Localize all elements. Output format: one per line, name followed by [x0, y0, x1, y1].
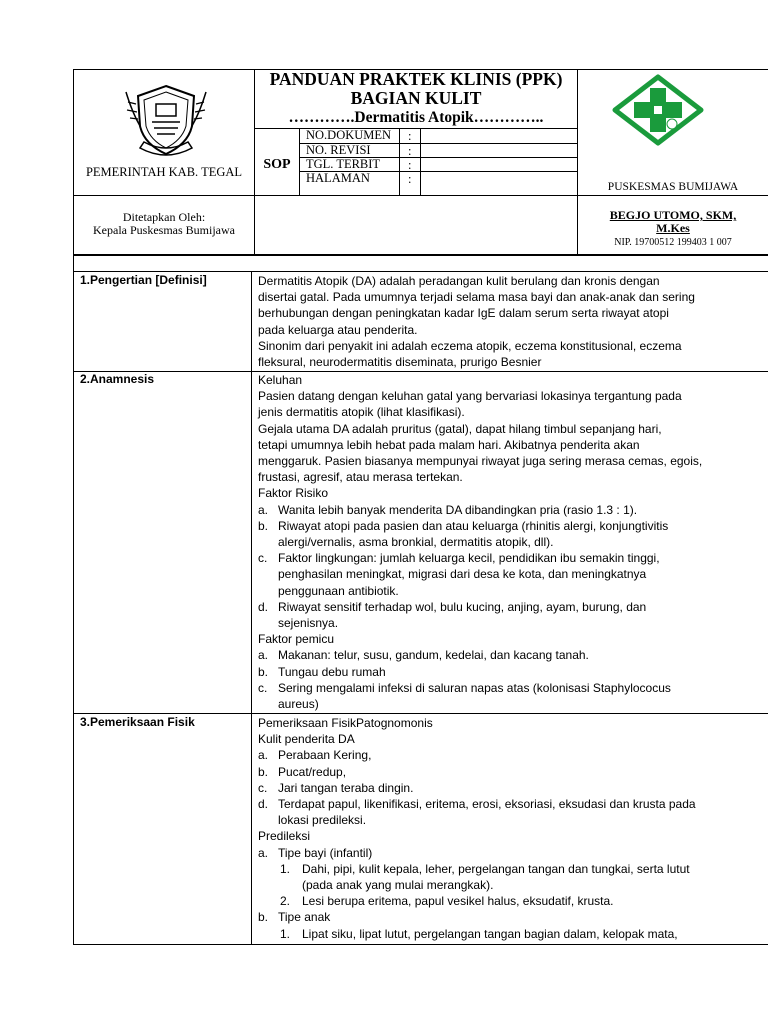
section-content-definisi — [258, 273, 736, 370]
doc-row-sep: : — [408, 172, 412, 186]
title-line-2: BAGIAN KULIT — [350, 88, 482, 108]
left-org-name: PEMERINTAH KAB. TEGAL — [85, 165, 243, 179]
sub-list-item — [258, 926, 736, 942]
list-item — [258, 909, 736, 925]
list-marker: a. — [258, 648, 269, 663]
text-line: Lipat siku, lipat lutut, pergelangan tangan bagian dalam, kelopak mata, — [302, 926, 678, 941]
text-line: sejenisnya. — [278, 616, 339, 631]
title-line-1: PANDUAN PRAKTEK KLINIS (PPK) — [269, 69, 563, 89]
section-label-definisi: 1.Pengertian [Definisi] — [80, 273, 207, 287]
text-line: Jari tangan teraba dingin. — [278, 780, 414, 795]
title-line-3: ………….Dermatitis Atopik………….. — [288, 109, 544, 126]
header-divider — [254, 128, 577, 129]
text-line: Terdapat papul, likenifikasi, eritema, erosi, eksoriasi, eksudasi dan krusta pada — [278, 797, 696, 812]
list-marker: b. — [258, 764, 269, 779]
signature-block — [578, 209, 768, 249]
doc-row-sep: : — [408, 144, 412, 158]
text-line: Wanita lebih banyak menderita DA dibandingkan pria (rasio 1.3 : 1). — [278, 502, 638, 517]
list-marker: d. — [258, 599, 269, 614]
list-item — [258, 796, 736, 828]
regency-emblem-icon — [122, 82, 210, 158]
subheading: Faktor Risiko — [258, 486, 329, 501]
text-line: penggunaan antibiotik. — [278, 583, 399, 598]
subheading: Kulit penderita DA — [258, 732, 355, 747]
text-line: alergi/vernalis, asma bronkial, dermatitis atopik, dll). — [278, 535, 554, 550]
list-item — [258, 550, 736, 599]
text-line: lokasi predileksi. — [278, 813, 367, 828]
list-item — [258, 747, 736, 763]
list-item — [258, 764, 736, 780]
text-line: Dahi, pipi, kulit kepala, leher, pergelangan tangan dan tungkai, serta lutut — [302, 861, 690, 876]
section-label-fisik: 3.Pemeriksaan Fisik — [80, 715, 195, 729]
right-org-name: PUSKESMAS BUMIJAWA — [607, 181, 739, 193]
list-item — [258, 647, 736, 663]
list-marker: b. — [258, 910, 269, 925]
text-line: Perabaan Kering, — [278, 748, 372, 763]
subheading: Faktor pemicu — [258, 632, 335, 647]
list-item — [258, 502, 736, 518]
sub-list-item — [258, 893, 736, 909]
header-divider — [399, 128, 400, 195]
signer-name-line-2: M.Kes — [656, 221, 690, 235]
text-line: Dermatitis Atopik (DA) adalah peradangan kulit berulang dan kronis dengan — [258, 274, 660, 288]
table-divider — [73, 271, 768, 272]
text-line: menggaruk. Pasien biasanya mempunyai riwayat juga sering merasa cemas, egois, — [258, 454, 703, 469]
text-line: Tipe anak — [278, 910, 331, 925]
text-line: (pada anak yang mulai merangkak). — [302, 878, 494, 893]
list-marker: a. — [258, 502, 269, 517]
list-marker: c. — [258, 551, 268, 566]
text-line: Pasien datang dengan keluhan gatal yang bervariasi lokasinya tergantung pada — [258, 389, 682, 404]
text-line: frustasi, agresif, atau merasa tertekan. — [258, 470, 463, 485]
table-divider — [251, 271, 252, 945]
section-label-anamnesis: 2.Anamnesis — [80, 372, 155, 386]
doc-row-sep: : — [408, 129, 412, 143]
list-marker: 1. — [280, 926, 291, 941]
doc-row-label: TGL. TERBIT — [306, 157, 381, 171]
list-marker: c. — [258, 780, 268, 795]
list-marker: b. — [258, 664, 269, 679]
text-line: Pucat/redup, — [278, 764, 347, 779]
text-line: jenis dermatitis atopik (lihat klasifikasi). — [258, 405, 465, 420]
header-divider — [299, 128, 300, 195]
list-item — [258, 780, 736, 796]
text-line: Sinonim dari penyakit ini adalah eczema atopik, eczema konstitusional, eczema — [258, 338, 682, 353]
header-divider — [420, 128, 421, 195]
list-item — [258, 518, 736, 550]
text-line: penghasilan meningkat, migrasi dari desa ke kota, dan meningkatnya — [278, 567, 647, 582]
list-marker: a. — [258, 748, 269, 763]
text-line: tetapi umumnya lebih hebat pada malam hari. Akibatnya penderita akan — [258, 437, 640, 452]
document-title — [255, 70, 577, 127]
text-line: Riwayat sensitif terhadap wol, bulu kucing, anjing, ayam, burung, dan — [278, 599, 647, 614]
table-divider — [73, 713, 768, 714]
sub-list-item — [258, 861, 736, 893]
text-line: berhubungan dengan peningkatan kadar IgE dalam serum serta riwayat atopi — [258, 306, 669, 321]
list-marker: 2. — [280, 894, 291, 909]
puskesmas-cross-icon — [612, 74, 704, 146]
text-line: pada keluarga atau penderita. — [258, 322, 418, 337]
list-marker: b. — [258, 518, 269, 533]
list-item — [258, 845, 736, 861]
subheading: Pemeriksaan FisikPatognomonis — [258, 716, 433, 730]
sop-label: SOP — [263, 157, 291, 172]
text-line: Gejala utama DA adalah pruritus (gatal), dapat hilang timbul sepanjang hari, — [258, 421, 662, 436]
signer-nip: NIP. 19700512 199403 1 007 — [614, 237, 732, 248]
signer-name-line-1: BEGJO UTOMO, SKM, — [609, 208, 737, 222]
set-by-line-2: Kepala Puskesmas Bumijawa — [93, 223, 235, 237]
doc-row-label: NO.DOKUMEN — [306, 128, 392, 142]
doc-row-label: HALAMAN — [306, 171, 370, 185]
text-line: Sering mengalami infeksi di saluran napas atas (kolonisasi Staphylococus — [278, 680, 671, 695]
text-line: Riwayat atopi pada pasien dan atau keluarga (rhinitis alergi, konjungtivitis — [278, 518, 669, 533]
text-line: Faktor lingkungan: jumlah keluarga kecil, pendidikan ibu semakin tinggi, — [278, 551, 660, 566]
header-divider — [73, 195, 768, 196]
list-marker: a. — [258, 845, 269, 860]
doc-row-sep: : — [408, 158, 412, 172]
section-content-anamnesis — [258, 372, 736, 712]
list-item — [258, 664, 736, 680]
text-line: Lesi berupa eritema, papul vesikel halus, eksudatif, krusta. — [302, 894, 614, 909]
list-marker: 1. — [280, 861, 291, 876]
text-line: disertai gatal. Pada umumnya terjadi selama masa bayi dan anak-anak dan sering — [258, 290, 695, 305]
text-line: aureus) — [278, 697, 319, 712]
text-line: fleksural, neurodermatitis diseminata, prurigo Besnier — [258, 355, 542, 370]
subheading: Predileksi — [258, 829, 311, 844]
set-by — [74, 211, 254, 237]
list-item — [258, 680, 736, 712]
set-by-line-1: Ditetapkan Oleh: — [122, 210, 206, 224]
list-item — [258, 599, 736, 631]
subheading: Keluhan — [258, 373, 303, 387]
section-content-fisik — [258, 715, 736, 942]
text-line: Tipe bayi (infantil) — [278, 845, 373, 860]
list-marker: c. — [258, 680, 268, 695]
text-line: Makanan: telur, susu, gandum, kedelai, dan kacang tanah. — [278, 648, 589, 663]
text-line: Tungau debu rumah — [278, 664, 386, 679]
list-marker: d. — [258, 797, 269, 812]
doc-row-label: NO. REVISI — [306, 143, 371, 157]
